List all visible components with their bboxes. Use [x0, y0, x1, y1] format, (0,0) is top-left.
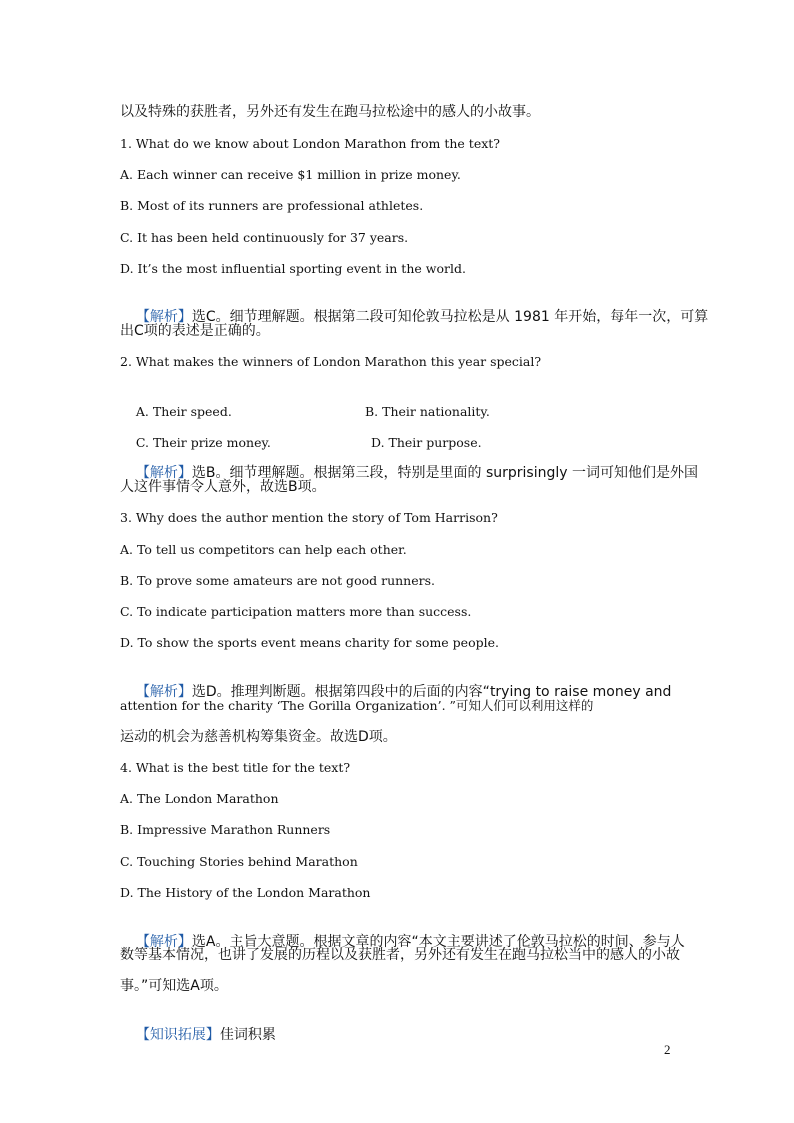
q1-analysis-text: 选C。细节理解题。根据第二段可知伦敦马拉松是从 1981 年开始，每年一次，可算 — [191, 309, 709, 325]
q1-analysis-tag: 【解析】 — [135, 309, 192, 325]
q2-option-a: A. Their speed. — [135, 404, 232, 419]
q2-analysis-tag: 【解析】 — [135, 465, 192, 481]
q2-option-c: C. Their prize money. — [135, 435, 271, 450]
q1-option-d: D. It’s the most influential sporting event in the world. — [120, 261, 466, 276]
extension-line — [120, 1008, 680, 1062]
q4-analysis-tag: 【解析】 — [135, 934, 192, 950]
intro-tail-text: 以及特殊的获胜者，另外还有发生在跑马拉松途中的感人的小故事。 — [120, 104, 540, 120]
q1-option-b: B. Most of its runners are professional athletes. — [120, 198, 424, 213]
extension-text: 佳词积累 — [219, 1027, 276, 1043]
q4-question: 4. What is the best title for the text? — [120, 760, 351, 775]
page-number: 2 — [664, 1042, 671, 1057]
q3-question: 3. Why does the author mention the story of Tom Harrison? — [120, 510, 498, 525]
q4-analysis-line-3: 事。”可知选A项。 — [120, 978, 228, 994]
q3-option-a: A. To tell us competitors can help each other. — [120, 542, 407, 557]
q2-analysis-text: 选B。细节理解题。根据第三段，特别是里面的 surprisingly 一词可知他们是外国 — [191, 465, 698, 481]
q1-option-a: A. Each winner can receive $1 million in prize money. — [120, 167, 461, 182]
q2-option-d: D. Their purpose. — [371, 435, 482, 450]
q4-analysis-text: 选A。主旨大意题。根据文章的内容“本文主要讲述了伦敦马拉松的时间、参与人 — [191, 934, 685, 950]
q1-option-c: C. It has been held continuously for 37 years. — [120, 230, 409, 245]
q4-analysis-line-2: 数等基本情况，也讲了发展的历程以及获胜者，另外还有发生在跑马拉松当中的感人的小故 — [120, 947, 680, 963]
q3-analysis-tag: 【解析】 — [135, 684, 192, 700]
extension-tag: 【知识拓展】 — [135, 1027, 220, 1043]
q2-analysis-line-2: 人这件事情令人意外，故选B项。 — [120, 479, 326, 495]
q3-option-b: B. To prove some amateurs are not good runners. — [120, 573, 435, 588]
q2-question: 2. What makes the winners of London Marathon this year special? — [120, 354, 542, 369]
q2-option-b: B. Their nationality. — [365, 404, 490, 419]
q1-question: 1. What do we know about London Marathon from the text? — [120, 136, 500, 151]
q3-analysis-line-3: 运动的机会为慈善机构筹集资金。故选D项。 — [120, 729, 397, 745]
q1-analysis-line-2: 出C项的表述是正确的。 — [120, 323, 270, 339]
q4-option-c: C. Touching Stories behind Marathon — [120, 854, 358, 869]
q3-option-c: C. To indicate participation matters more than success. — [120, 604, 472, 619]
q4-option-a: A. The London Marathon — [120, 791, 279, 806]
q4-option-b: B. Impressive Marathon Runners — [120, 822, 331, 837]
q3-option-d: D. To show the sports event means charity for some people. — [120, 635, 499, 650]
q3-analysis-line-2: attention for the charity ‘The Gorilla Organization’. ”可知人们可以利用这样的 — [120, 698, 594, 713]
q3-analysis-text: 选D。推理判断题。根据第四段中的后面的内容“trying to raise money and — [191, 684, 672, 700]
q4-option-d: D. The History of the London Marathon — [120, 885, 371, 900]
